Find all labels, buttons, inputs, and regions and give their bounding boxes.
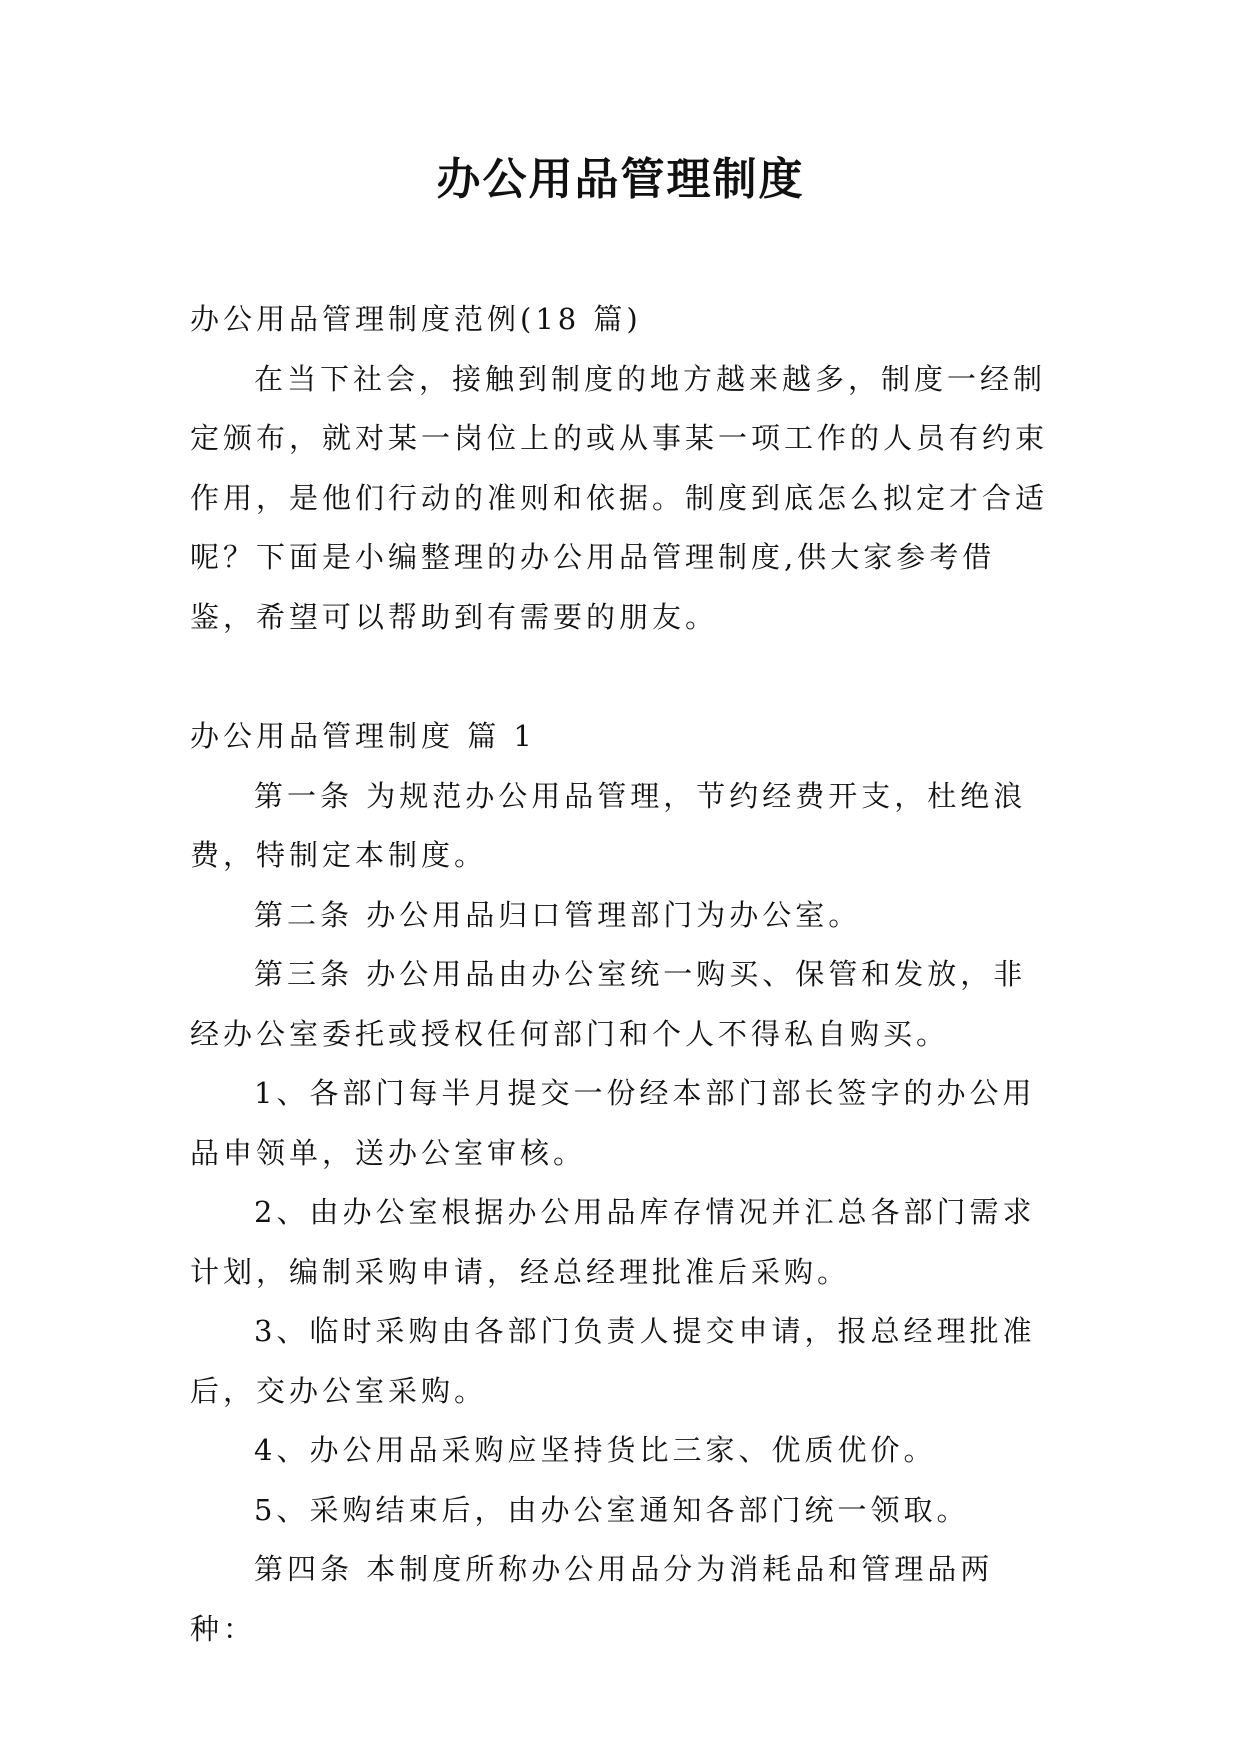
list-item-paragraph: 4、办公用品采购应坚持货比三家、优质优价。 — [254, 1433, 937, 1467]
intro-paragraph: 在当下社会，接触到制度的地方越来越多，制度一经制定颁布，就对某一岗位上的或从事某一项工作的人员有约束作用，是他们行动的准则和依据。制度到底怎么拟定才合适呢？下面是小编整理的办公用品管理制度,供大家参考借鉴，希望可以帮助到有需要的朋友。 — [190, 361, 1049, 634]
document-title: 办公用品管理制度 — [436, 154, 805, 205]
article-paragraph: 第一条 为规范办公用品管理，节约经费开支，杜绝浪费，特制定本制度。 — [190, 778, 1027, 872]
article-paragraph: 第三条 办公用品由办公室统一购买、保管和发放，非经办公室委托或授权任何部门和个人不得私自购买。 — [190, 957, 1027, 1051]
list-item-paragraph: 3、临时采购由各部门负责人提交申请，报总经理批准后，交办公室采购。 — [190, 1314, 1036, 1408]
document-subtitle: 办公用品管理制度范例(18 篇) — [190, 302, 642, 336]
section-heading: 办公用品管理制度 篇 1 — [190, 719, 536, 753]
document-body — [190, 290, 1048, 1659]
list-item-paragraph: 2、由办公室根据办公用品库存情况并汇总各部门需求计划，编制采购申请，经总经理批准后采购。 — [190, 1195, 1036, 1289]
list-item-paragraph: 1、各部门每半月提交一份经本部门部长签字的办公用品申领单，送办公室审核。 — [190, 1076, 1036, 1170]
list-item-paragraph: 5、采购结束后，由办公室通知各部门统一领取。 — [254, 1492, 970, 1527]
article-paragraph: 第四条 本制度所称办公用品分为消耗品和管理品两种： — [190, 1552, 994, 1646]
article-paragraph: 第二条 办公用品归口管理部门为办公室。 — [254, 897, 862, 932]
section-spacer — [190, 647, 1048, 707]
